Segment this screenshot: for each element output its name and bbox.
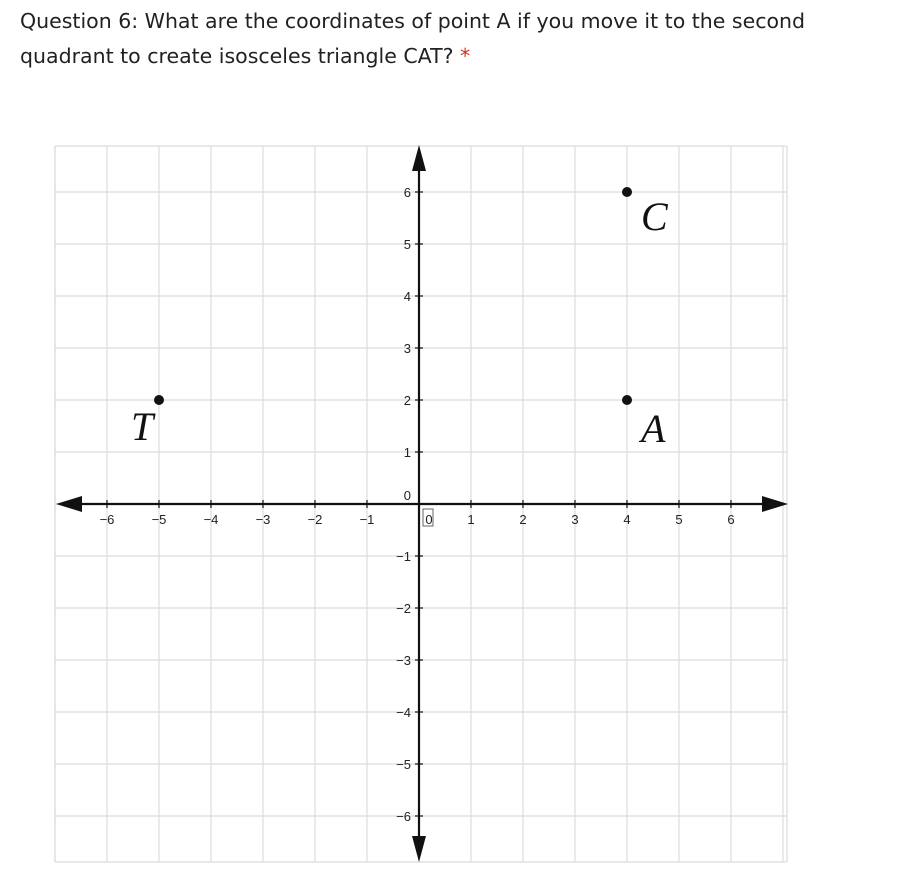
x-tick-label: 4 [623, 512, 631, 527]
x-tick-label: −4 [203, 512, 219, 527]
y-tick-label: −2 [396, 601, 411, 616]
point-t-label: T [131, 404, 154, 449]
point-a-label: A [641, 406, 666, 451]
axes [56, 145, 788, 862]
y-tick-label: −5 [396, 757, 411, 772]
y-tick-label: −1 [396, 549, 411, 564]
y-tick-label: −3 [396, 653, 411, 668]
x-tick-label: −3 [255, 512, 271, 527]
x-tick-label: 5 [675, 512, 683, 527]
required-marker: * [460, 44, 471, 68]
x-tick-label: −1 [359, 512, 375, 527]
point-c-marker [622, 187, 632, 197]
y-tick-label: 5 [403, 237, 411, 252]
x-tick-label: −2 [307, 512, 323, 527]
y-tick-label: 6 [403, 185, 411, 200]
y-tick-label: 0 [403, 488, 411, 503]
point-c-label: C [641, 194, 668, 239]
y-axis-up-arrow-icon [412, 145, 426, 171]
point-t-marker [154, 395, 164, 405]
x-tick-label: 3 [571, 512, 579, 527]
y-tick-label: 4 [403, 289, 411, 304]
y-tick-label: −4 [396, 705, 411, 720]
y-tick-label: 3 [403, 341, 411, 356]
x-tick-label: 1 [467, 512, 475, 527]
x-tick-label: −6 [99, 512, 115, 527]
y-axis-down-arrow-icon [412, 836, 426, 862]
x-axis-right-arrow-icon [762, 496, 788, 512]
x-axis-left-arrow-icon [56, 496, 82, 512]
y-tick-label: 2 [403, 393, 411, 408]
y-tick-label: −6 [396, 809, 411, 824]
question-text: Question 6: What are the coordinates of point A if you move it to the second quadrant to create isosceles triangle CAT? [20, 9, 806, 68]
plotted-points [131, 187, 669, 451]
x-tick-label: −5 [151, 512, 167, 527]
x-tick-label: 2 [519, 512, 527, 527]
x-tick-label: 6 [727, 512, 735, 527]
y-tick-label: 1 [403, 445, 411, 460]
point-a-marker [622, 395, 632, 405]
x-tick-label: 0 [425, 512, 433, 527]
